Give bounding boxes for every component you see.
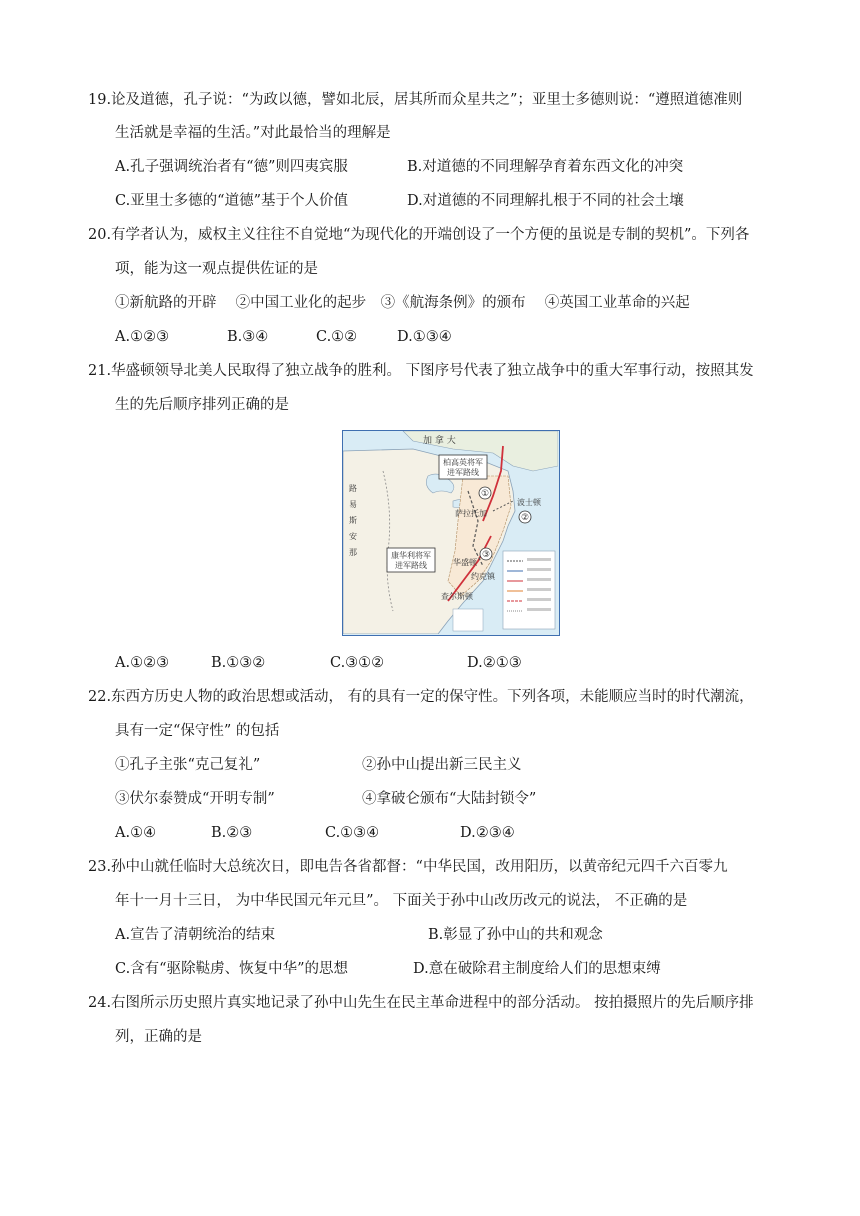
burgoyne-label-1: 柏高英将军 bbox=[443, 458, 483, 467]
marker-3: ③ bbox=[482, 550, 491, 560]
q22-item-1: ①孔子主张“克己复礼” bbox=[115, 757, 261, 773]
q19-stem-line1: 19.论及道德，孔子说：“为政以德，譬如北辰，居其所而众星共之”；亚里士多德则说：“遵照道德准则 bbox=[88, 92, 743, 108]
q23-option-b: B.彰显了孙中山的共和观念 bbox=[428, 927, 603, 943]
q20-stem-line2: 项，能为这一观点提供佐证的是 bbox=[115, 261, 318, 277]
saratoga-label: 萨拉托加 bbox=[455, 509, 487, 518]
q24-stem-line2: 列，正确的是 bbox=[115, 1029, 202, 1045]
q21-option-a: A.①②③ bbox=[115, 655, 170, 671]
q21-option-b: B.①③② bbox=[211, 655, 266, 671]
q22-stem-line2: 具有一定“保守性” 的包括 bbox=[115, 723, 280, 739]
marker-2: ② bbox=[521, 513, 530, 523]
cornwallis-label-2: 进军路线 bbox=[395, 561, 427, 570]
q22-item-2: ②孙中山提出新三民主义 bbox=[362, 757, 522, 773]
q22-option-d: D.②③④ bbox=[460, 825, 515, 841]
burgoyne-label-2: 进军路线 bbox=[447, 468, 479, 477]
q22-option-c: C.①③④ bbox=[325, 825, 380, 841]
q23-option-c: C.含有“驱除鞑虏、恢复中华”的思想 bbox=[115, 961, 349, 977]
louisiana-char-1: 路 bbox=[349, 484, 357, 493]
louisiana-char-4: 安 bbox=[349, 532, 357, 541]
louisiana-char-5: 那 bbox=[349, 548, 357, 557]
q19-option-b: B.对道德的不同理解孕育着东西文化的冲突 bbox=[407, 159, 684, 175]
louisiana-char-2: 易 bbox=[349, 500, 357, 509]
boston-label: 波士顿 bbox=[517, 498, 541, 507]
q21-stem-line2: 生的先后顺序排列正确的是 bbox=[115, 397, 289, 413]
q22-option-a: A.①④ bbox=[115, 825, 157, 841]
q21-option-c: C.③①② bbox=[330, 655, 385, 671]
q24-stem-line1: 24.右图所示历史照片真实地记录了孙中山先生在民主革命进程中的部分活动。 按拍摄照片的先后顺序排 bbox=[88, 995, 754, 1011]
q20-option-a: A.①②③ bbox=[115, 329, 170, 345]
marker-1: ① bbox=[481, 489, 490, 499]
cornwallis-label-1: 康华利将军 bbox=[391, 551, 431, 560]
canada-label: 加 拿 大 bbox=[423, 436, 456, 446]
q20-option-c: C.①② bbox=[316, 329, 358, 345]
q23-stem-line1: 23.孙中山就任临时大总统次日，即电告各省都督：“中华民国，改用阳历，以黄帝纪元四千六百零九 bbox=[88, 859, 728, 875]
q22-item-3: ③伏尔泰赞成“开明专制” bbox=[115, 791, 275, 807]
q19-option-d: D.对道德的不同理解扎根于不同的社会土壤 bbox=[407, 193, 684, 209]
q19-option-a: A.孔子强调统治者有“德”则四夷宾服 bbox=[115, 159, 348, 175]
q23-stem-line2: 年十一月十三日， 为中华民国元年元旦”。 下面关于孙中山改历改元的说法， 不正确的是 bbox=[115, 893, 688, 909]
q20-option-d: D.①③④ bbox=[397, 329, 452, 345]
q22-option-b: B.②③ bbox=[211, 825, 253, 841]
q22-item-4: ④拿破仑颁布“大陆封锁令” bbox=[362, 791, 537, 807]
yorktown-label: 约克镇 bbox=[471, 572, 495, 581]
q19-stem-line2: 生活就是幸福的生活。”对此最恰当的理解是 bbox=[115, 125, 391, 141]
independence-war-map bbox=[342, 430, 560, 636]
q23-option-d: D.意在破除君主制度给人们的思想束缚 bbox=[413, 961, 661, 977]
q21-stem-line1: 21.华盛顿领导北美人民取得了独立战争的胜利。 下图序号代表了独立战争中的重大军事行动，按照其发 bbox=[88, 363, 754, 379]
q19-option-c: C.亚里士多德的“道德”基于个人价值 bbox=[115, 193, 349, 209]
q21-option-d: D.②①③ bbox=[467, 655, 522, 671]
washington-label: 华盛顿 bbox=[453, 558, 477, 567]
charleston-label: 查尔斯顿 bbox=[441, 592, 473, 601]
louisiana-char-3: 斯 bbox=[349, 516, 357, 525]
q23-option-a: A.宣告了清朝统治的结束 bbox=[115, 927, 276, 943]
q20-option-b: B.③④ bbox=[227, 329, 269, 345]
q22-stem-line1: 22.东西方历史人物的政治思想或活动， 有的具有一定的保守性。下列各项，未能顺应当时的时代潮流， bbox=[88, 689, 754, 705]
q20-stem-line1: 20.有学者认为，威权主义往往不自觉地“为现代化的开端创设了一个方便的虽说是专制的契机”。下列各 bbox=[88, 227, 750, 243]
q20-items: ①新航路的开辟 ②中国工业化的起步 ③《航海条例》的颁布 ④英国工业革命的兴起 bbox=[115, 295, 690, 311]
